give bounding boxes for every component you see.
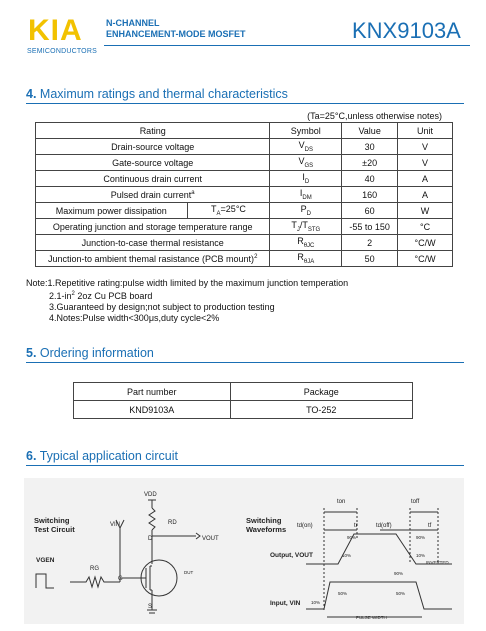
column-header: Rating: [36, 123, 270, 139]
waveforms-label-1: Switching: [246, 516, 282, 525]
td-off-label: td(off): [376, 523, 392, 529]
td-on-label: td(on): [297, 523, 313, 529]
part-number-title: KNX9103A: [352, 18, 461, 43]
pulse-width-label: PULSE WIDTH: [356, 615, 387, 620]
device-type-line2: ENHANCEMENT-MODE MOSFET: [106, 29, 246, 39]
rating-cell: Maximum power dissipation: [36, 203, 188, 219]
table-header-row: [36, 123, 453, 139]
section6-divider: [26, 465, 464, 466]
percent-10-c: 10%: [311, 600, 321, 605]
value-cell: 60: [342, 203, 398, 219]
section5-divider: [26, 362, 464, 363]
condition-cell: $T_A=25^\circ C$: [187, 203, 270, 219]
note-2: $2.1-in^2$ 2oz Cu PCB board: [49, 291, 153, 301]
table-row: [36, 171, 453, 187]
symbol-cell: $R_{\theta JA}$: [270, 251, 342, 267]
input-label: Input, VIN: [270, 600, 301, 607]
header-divider: [104, 45, 470, 46]
note-1: Note:1.Repetitive rating:pulse width limited by the maximum junction temperation: [26, 278, 349, 288]
value-cell: 40: [342, 171, 398, 187]
section4-divider: [26, 103, 464, 104]
source-label: S: [148, 604, 153, 610]
unit-cell: °C/W: [398, 251, 453, 267]
figure-background: [24, 478, 464, 624]
test-circuit-label-1: Switching: [34, 516, 70, 525]
drain-label: D: [148, 536, 153, 542]
section5-number: 5.: [26, 346, 37, 360]
symbol-cell: $V_{GS}$: [270, 155, 342, 171]
percent-90-b: 90%: [416, 535, 426, 540]
rating-cell: Drain-source voltage: [36, 139, 270, 155]
section5-title: Ordering information: [39, 346, 154, 360]
section4-number: 4.: [26, 87, 37, 101]
table-header-row: [74, 383, 413, 401]
percent-50-b: 50%: [396, 591, 406, 596]
section4-heading: [26, 87, 288, 101]
vdd-label: VDD: [144, 492, 157, 498]
section4-title: Maximum ratings and thermal characteristics: [39, 87, 288, 101]
package-cell: TO-252: [230, 401, 412, 419]
ordering-table: [73, 382, 413, 419]
tr-label: tr: [354, 523, 358, 529]
unit-cell: °C: [398, 219, 453, 235]
rating-cell: Junction-to ambient themal rasistance (PCB mount)$^2$: [36, 251, 270, 267]
vgen-label: VGEN: [36, 557, 55, 564]
value-cell: 30: [342, 139, 398, 155]
test-circuit-label-2: Test Circuit: [34, 525, 75, 534]
unit-cell: V: [398, 139, 453, 155]
dut-label: DUT: [184, 570, 194, 575]
symbol-cell: $R_{\theta JC}$: [270, 235, 342, 251]
company-logo-subtitle: SEMICONDUCTORS: [27, 48, 97, 55]
part-number-cell: KND9103A: [74, 401, 231, 419]
application-circuit-figure: [24, 478, 464, 624]
output-label: Output, VOUT: [270, 552, 313, 559]
unit-cell: A: [398, 171, 453, 187]
note-4: 4.Notes:Pulse width<300μs,duty cycle<2%: [49, 313, 220, 323]
symbol-cell: $I_D$: [270, 171, 342, 187]
vout-label: VOUT: [202, 536, 219, 542]
rg-label: RG: [90, 566, 99, 572]
table-row: [36, 203, 453, 219]
column-header: Value: [342, 123, 398, 139]
table-row: [36, 155, 453, 171]
unit-cell: V: [398, 155, 453, 171]
column-header: Part number: [74, 383, 231, 401]
table-row: [36, 251, 453, 267]
toff-label: toff: [411, 499, 420, 505]
symbol-cell: $P_D$: [270, 203, 342, 219]
symbol-cell: $T_J/T_{STG}$: [270, 219, 342, 235]
device-type-line1: N-CHANNEL: [106, 18, 160, 28]
notes-block: [26, 278, 348, 324]
percent-90-c: 90%: [394, 571, 404, 576]
symbol-cell: $I_{DM}$: [270, 187, 342, 203]
inverted-label: INVERTED: [426, 560, 449, 565]
column-header: Unit: [398, 123, 453, 139]
company-logo: KIA: [28, 14, 83, 47]
percent-10-a: 10%: [342, 553, 352, 558]
table-row: [74, 401, 413, 419]
value-cell: -55 to 150: [342, 219, 398, 235]
section6-heading: [26, 449, 178, 463]
note-3: 3.Guaranteed by design;not subject to production testing: [49, 302, 275, 312]
unit-cell: W: [398, 203, 453, 219]
ton-label: ton: [337, 499, 346, 505]
table-row: [36, 219, 453, 235]
section6-number: 6.: [26, 449, 37, 463]
value-cell: 50: [342, 251, 398, 267]
vin-label: VIN: [110, 522, 121, 528]
percent-50-a: 50%: [338, 591, 348, 596]
rating-cell: Operating junction and storage temperature range: [36, 219, 270, 235]
test-condition: (Ta=25°C,unless otherwise notes): [307, 111, 442, 121]
value-cell: 2: [342, 235, 398, 251]
gate-label: G: [118, 576, 123, 582]
waveforms-label-2: Waveforms: [246, 525, 287, 534]
table-row: [36, 235, 453, 251]
value-cell: 160: [342, 187, 398, 203]
unit-cell: A: [398, 187, 453, 203]
symbol-cell: $V_{DS}$: [270, 139, 342, 155]
rating-cell: Continuous drain current: [36, 171, 270, 187]
rating-cell: Junction-to-case thermal resistance: [36, 235, 270, 251]
percent-10-b: 10%: [416, 553, 426, 558]
unit-cell: °C/W: [398, 235, 453, 251]
table-row: [36, 139, 453, 155]
tf-label: tf: [428, 523, 432, 529]
rating-cell: Pulsed drain current$^a$: [36, 187, 270, 203]
max-ratings-table: [35, 122, 453, 267]
section5-heading: [26, 346, 154, 360]
table-row: [36, 187, 453, 203]
rating-cell: Gate-source voltage: [36, 155, 270, 171]
column-header: Package: [230, 383, 412, 401]
section6-title: Typical application circuit: [39, 449, 178, 463]
column-header: Symbol: [270, 123, 342, 139]
percent-90-a: 90%: [347, 535, 357, 540]
value-cell: ±20: [342, 155, 398, 171]
rd-label: RD: [168, 520, 177, 526]
